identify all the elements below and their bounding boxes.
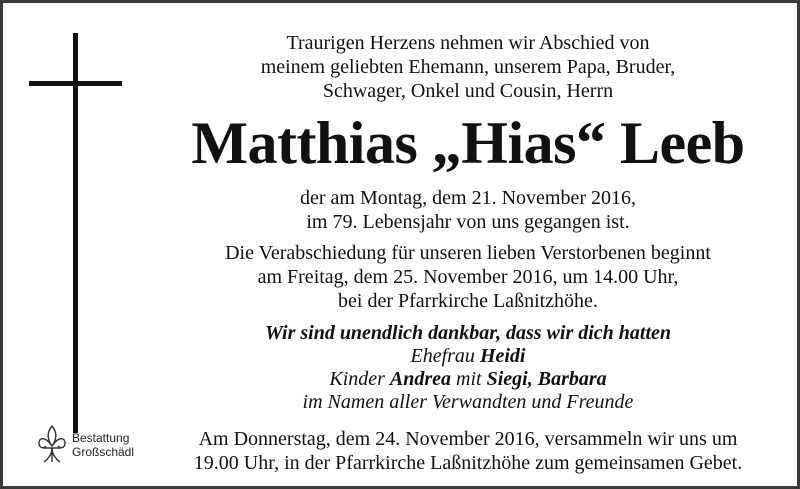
intro-line: Traurigen Herzens nehmen wir Abschied von (286, 32, 650, 54)
fleur-de-lis-icon (36, 423, 68, 465)
death-line: der am Montag, dem 21. November 2016, (299, 187, 637, 209)
cross-icon-bar (29, 81, 122, 86)
deceased-name: Matthias „Hias“ Leeb (191, 110, 745, 176)
death-line: im 79. Lebensjahr von uns gegangen ist. (306, 211, 630, 233)
farewell-line: Die Verabschiedung für unseren lieben Verstorbenen beginnt (225, 242, 711, 264)
mourner-wife: Ehefrau Heidi (410, 345, 526, 367)
funeral-home-name: Bestattung Großschädl (72, 431, 135, 459)
farewell-line: am Freitag, dem 25. November 2016, um 14.00 Uhr, (257, 266, 679, 288)
intro-text (153, 31, 783, 103)
farewell-line: bei der Pfarrkirche Laßnitzhöhe. (338, 290, 598, 312)
mourner-relatives: im Namen aller Verwandten und Freunde (302, 391, 634, 413)
mourner-children: Kinder Andrea mit Siegi, Barbara (329, 368, 607, 390)
mourners-block (153, 322, 783, 414)
intro-line: meinem geliebten Ehemann, unserem Papa, Bruder, (260, 56, 676, 78)
funeral-home-logo (36, 423, 146, 468)
farewell-info (153, 241, 783, 313)
prayer-info (168, 427, 768, 475)
thanks-motto: Wir sind unendlich dankbar, dass wir dich hatten (264, 322, 672, 344)
prayer-line: Am Donnerstag, dem 24. November 2016, versammeln wir uns um (198, 428, 738, 450)
cross-icon (73, 33, 78, 433)
intro-line: Schwager, Onkel und Cousin, Herrn (322, 80, 614, 102)
death-info (153, 186, 783, 234)
prayer-line: 19.00 Uhr, in der Pfarrkirche Laßnitzhöhe zum gemeinsamen Gebet. (193, 452, 743, 474)
